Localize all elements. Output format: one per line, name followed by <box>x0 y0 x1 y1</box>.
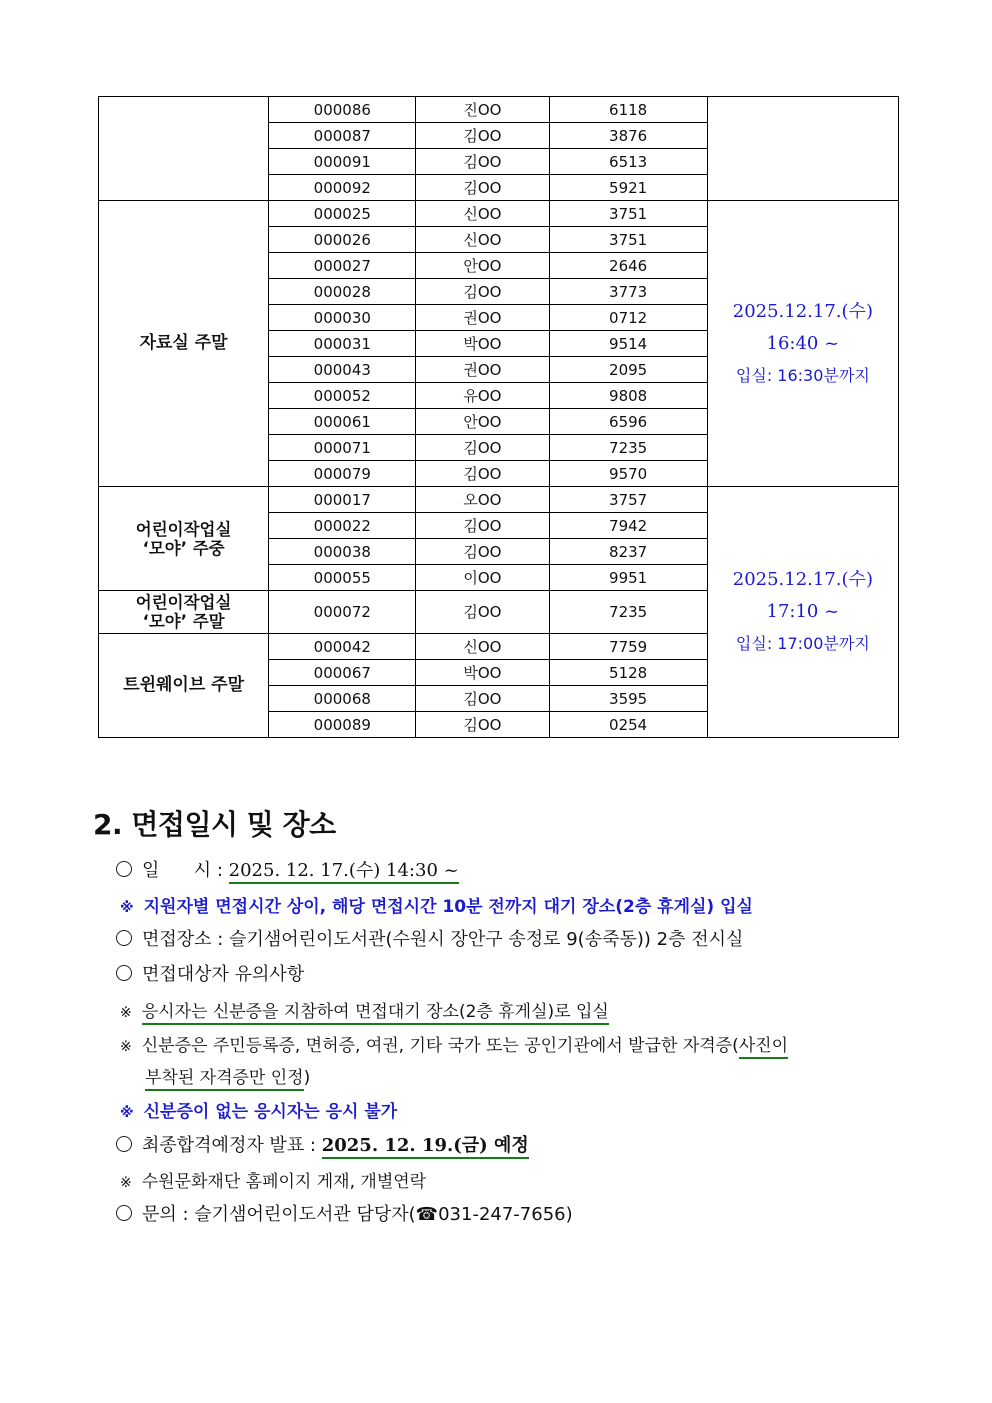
cautions-text: 면접대상자 유의사항 <box>142 964 305 985</box>
caution-note-2-cont <box>145 1063 310 1088</box>
place-text: 면접장소 : 슬기샘어린이도서관(수원시 장안구 송정로 9(송죽동)) 2층 전시실 <box>142 929 744 950</box>
id-cell: 000072 <box>269 591 416 634</box>
id-cell: 000038 <box>269 539 416 565</box>
announce-line <box>116 1131 529 1157</box>
group-label-line1: 어린이작업실 <box>135 593 232 612</box>
time-cell <box>707 487 898 738</box>
cautions-line <box>116 960 304 986</box>
id-cell: 000030 <box>269 305 416 331</box>
caution-note-3 <box>120 1097 397 1122</box>
contact-line <box>116 1200 573 1226</box>
reference-mark-icon: ※ <box>120 1005 132 1021</box>
circle-bullet-icon <box>116 930 132 946</box>
id-cell: 000087 <box>269 123 416 149</box>
code-cell: 3595 <box>549 686 707 712</box>
name-cell: 김OO <box>416 279 549 305</box>
name-cell: 안OO <box>416 253 549 279</box>
circle-bullet-icon <box>116 1136 132 1152</box>
name-cell: 김OO <box>416 435 549 461</box>
id-cell: 000017 <box>269 487 416 513</box>
name-cell: 김OO <box>416 149 549 175</box>
caution-note-2-close: ) <box>303 1068 311 1088</box>
group-cell-twinwave-weekend: 트윈웨이브 주말 <box>99 634 269 738</box>
id-cell: 000068 <box>269 686 416 712</box>
id-cell: 000091 <box>269 149 416 175</box>
id-cell: 000086 <box>269 97 416 123</box>
section-title: 2. 면접일시 및 장소 <box>93 808 336 841</box>
table-row <box>99 97 899 123</box>
name-cell: 김OO <box>416 539 549 565</box>
place-line <box>116 925 743 951</box>
caution-note-1 <box>120 997 609 1022</box>
code-cell: 7235 <box>549 435 707 461</box>
code-cell: 9951 <box>549 565 707 591</box>
time-cell <box>707 201 898 487</box>
code-cell: 9570 <box>549 461 707 487</box>
id-cell: 000031 <box>269 331 416 357</box>
id-cell: 000079 <box>269 461 416 487</box>
announce-note-text: 수원문화재단 홈페이지 게재, 개별연락 <box>141 1172 427 1192</box>
id-cell: 000027 <box>269 253 416 279</box>
id-cell: 000061 <box>269 409 416 435</box>
id-cell: 000052 <box>269 383 416 409</box>
time-cell <box>707 97 898 201</box>
circle-bullet-icon <box>116 965 132 981</box>
name-cell: 오OO <box>416 487 549 513</box>
code-cell: 2646 <box>549 253 707 279</box>
name-cell: 김OO <box>416 461 549 487</box>
code-cell: 7759 <box>549 634 707 660</box>
code-cell: 7942 <box>549 513 707 539</box>
name-cell: 김OO <box>416 591 549 634</box>
caution-note-1-text: 응시자는 신분증을 지참하여 면접대기 장소(2층 휴게실)로 입실 <box>142 1002 609 1025</box>
name-cell: 유OO <box>416 383 549 409</box>
id-cell: 000089 <box>269 712 416 738</box>
name-cell: 이OO <box>416 565 549 591</box>
id-cell: 000055 <box>269 565 416 591</box>
id-cell: 000022 <box>269 513 416 539</box>
caution-note-3-text: 신분증이 없는 응시자는 응시 불가 <box>143 1102 398 1122</box>
name-cell: 박OO <box>416 660 549 686</box>
code-cell: 5128 <box>549 660 707 686</box>
code-cell: 3751 <box>549 201 707 227</box>
code-cell: 0254 <box>549 712 707 738</box>
code-cell: 0712 <box>549 305 707 331</box>
schedule-label: 일 시 : <box>142 860 223 881</box>
code-cell: 8237 <box>549 539 707 565</box>
name-cell: 김OO <box>416 686 549 712</box>
id-cell: 000071 <box>269 435 416 461</box>
id-cell: 000042 <box>269 634 416 660</box>
id-cell: 000067 <box>269 660 416 686</box>
circle-bullet-icon <box>116 1205 132 1221</box>
group-label-line2: ‘모야’ 주중 <box>142 538 225 558</box>
schedule-line <box>116 856 459 882</box>
contact-text: 문의 : 슬기샘어린이도서관 담당자(☎031-247-7656) <box>142 1204 573 1225</box>
table-row <box>99 487 899 513</box>
group-label-line1: 어린이작업실 <box>135 519 232 539</box>
code-cell: 9514 <box>549 331 707 357</box>
name-cell: 신OO <box>416 201 549 227</box>
interview-start: 17:10 ~ <box>766 601 840 622</box>
code-cell: 3773 <box>549 279 707 305</box>
name-cell: 진OO <box>416 97 549 123</box>
name-cell: 권OO <box>416 357 549 383</box>
name-cell: 김OO <box>416 513 549 539</box>
code-cell: 6596 <box>549 409 707 435</box>
announce-note <box>120 1167 426 1192</box>
interview-start: 16:40 ~ <box>766 332 840 354</box>
entry-deadline: 입실: 17:00분까지 <box>735 634 870 653</box>
name-cell: 안OO <box>416 409 549 435</box>
caution-note-2-emphasis-cont: 부착된 자격증만 인정 <box>145 1068 304 1091</box>
interview-date: 2025.12.17.(수) <box>732 300 873 322</box>
name-cell: 신OO <box>416 227 549 253</box>
name-cell: 권OO <box>416 305 549 331</box>
name-cell: 김OO <box>416 175 549 201</box>
schedule-value: 2025. 12. 17.(수) 14:30 ~ <box>229 860 459 884</box>
name-cell: 신OO <box>416 634 549 660</box>
caution-note-2-emphasis: 사진이 <box>739 1036 788 1059</box>
code-cell: 7235 <box>549 591 707 634</box>
group-cell-kids-workshop-weekend <box>99 591 269 634</box>
group-cell <box>99 97 269 201</box>
id-cell: 000043 <box>269 357 416 383</box>
schedule-note <box>120 892 753 917</box>
id-cell: 000028 <box>269 279 416 305</box>
reference-mark-icon: ※ <box>120 1175 132 1191</box>
id-cell: 000025 <box>269 201 416 227</box>
group-cell-archive-weekend: 자료실 주말 <box>99 201 269 487</box>
name-cell: 김OO <box>416 712 549 738</box>
code-cell: 6118 <box>549 97 707 123</box>
caution-note-2 <box>120 1031 788 1056</box>
group-label-line2: ‘모야’ 주말 <box>142 612 225 631</box>
code-cell: 2095 <box>549 357 707 383</box>
code-cell: 5921 <box>549 175 707 201</box>
applicant-table <box>98 96 899 738</box>
code-cell: 3876 <box>549 123 707 149</box>
name-cell: 박OO <box>416 331 549 357</box>
schedule-note-text: 지원자별 면접시간 상이, 해당 면접시간 10분 전까지 대기 장소(2층 휴게실) 입실 <box>143 897 753 917</box>
code-cell: 6513 <box>549 149 707 175</box>
id-cell: 000092 <box>269 175 416 201</box>
entry-deadline: 입실: 16:30분까지 <box>735 365 870 385</box>
code-cell: 3751 <box>549 227 707 253</box>
announce-value: 2025. 12. 19.(금) 예정 <box>322 1135 529 1159</box>
reference-mark-icon: ※ <box>120 1105 134 1121</box>
caution-note-2-text: 신분증은 주민등록증, 면허증, 여권, 기타 국가 또는 공인기관에서 발급한 자격증( <box>141 1036 739 1056</box>
table-row <box>99 201 899 227</box>
code-cell: 9808 <box>549 383 707 409</box>
code-cell: 3757 <box>549 487 707 513</box>
reference-mark-icon: ※ <box>120 900 134 916</box>
id-cell: 000026 <box>269 227 416 253</box>
name-cell: 김OO <box>416 123 549 149</box>
interview-date: 2025.12.17.(수) <box>732 569 873 590</box>
announce-label: 최종합격예정자 발표 : <box>142 1135 316 1156</box>
circle-bullet-icon <box>116 861 132 877</box>
group-cell-kids-workshop-weekday <box>99 487 269 591</box>
reference-mark-icon: ※ <box>120 1039 132 1055</box>
